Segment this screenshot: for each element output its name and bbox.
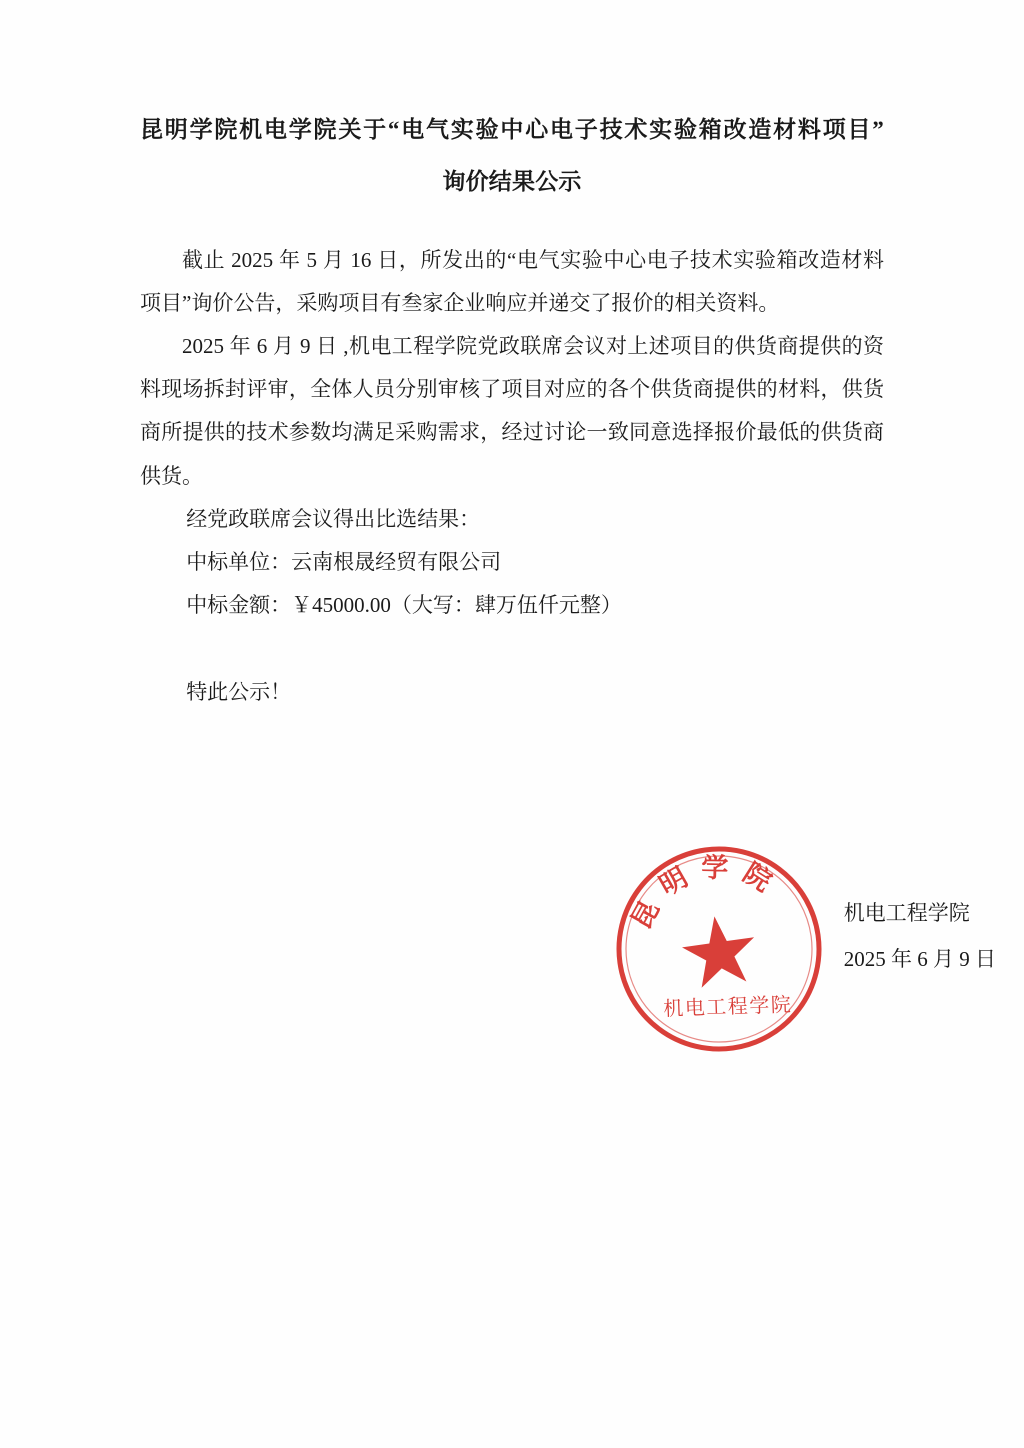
- winner-unit: 中标单位：云南根晟经贸有限公司: [186, 549, 502, 574]
- paragraph-2: 2025 年 6 月 9 日 ,机电工程学院党政联席会议对上述项目的供货商提供的资料现场拆封评审，全体人员分别审核了项目对应的各个供货商提供的材料，供货商所提供的技术参数均满足采购需求，经过讨论一致同意选择报价最低的供货商供货。: [140, 334, 884, 488]
- document-body: [140, 239, 884, 713]
- winning-amount: 中标金额：￥45000.00（大写：肆万伍仟元整）: [186, 592, 622, 617]
- title-line-2: 询价结果公示: [442, 168, 582, 194]
- svg-text:机电工程学院: 机电工程学院: [662, 994, 793, 1021]
- svg-text:昆明学院: 昆明学院: [625, 852, 787, 934]
- official-seal-icon: [608, 838, 830, 1060]
- result-intro: 经党政联席会议得出比选结果：: [186, 506, 481, 531]
- notice-statement: 特此公示！: [186, 679, 292, 704]
- document-content: [140, 112, 884, 714]
- page-title: [140, 112, 884, 199]
- signature-block: [844, 890, 996, 982]
- title-line-1: 昆明学院机电学院关于“电气实验中心电子技术实验箱改造材料项目”: [140, 117, 884, 142]
- signature-org: 机电工程学院: [843, 901, 970, 925]
- signature-date: 2025 年 6 月 9 日: [843, 947, 996, 972]
- paragraph-1: 截止 2025 年 5 月 16 日，所发出的“电气实验中心电子技术实验箱改造材料项目”询价公告，采购项目有叁家企业响应并递交了报价的相关资料。: [140, 248, 884, 316]
